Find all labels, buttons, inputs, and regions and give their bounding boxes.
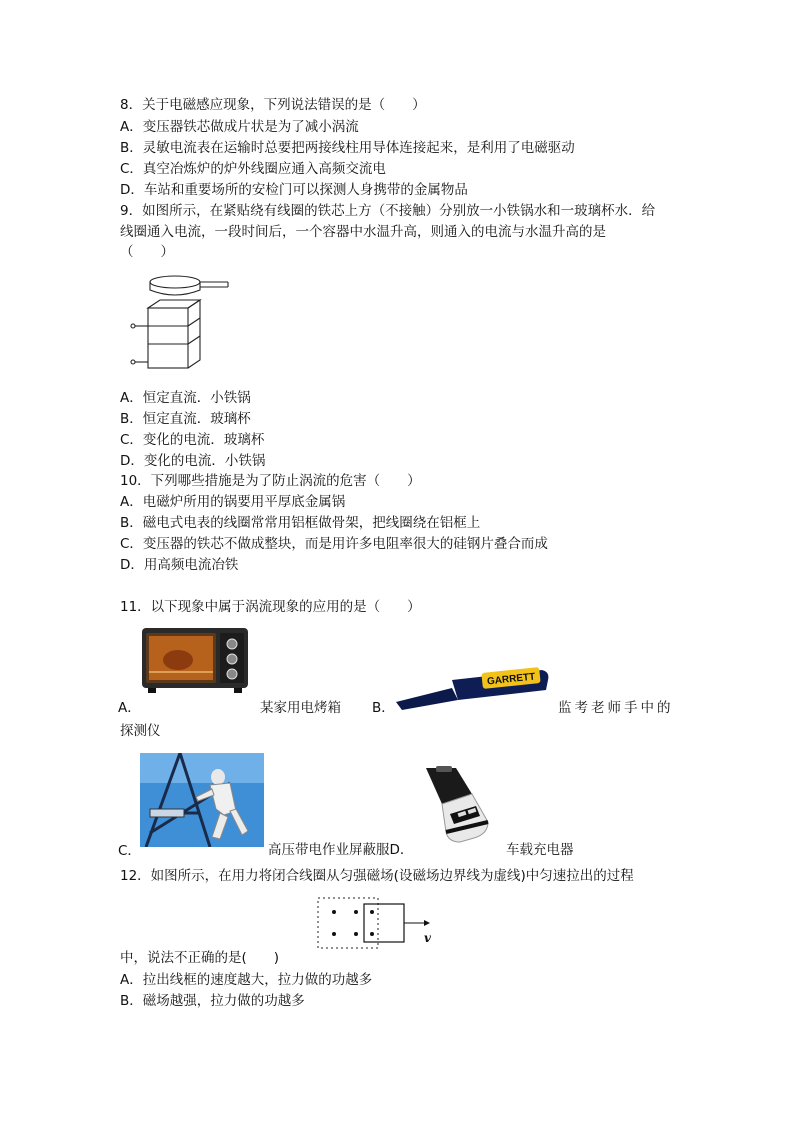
terminal-lower — [131, 360, 135, 364]
q12-option-b: B．磁场越强，拉力做的功越多 — [120, 993, 305, 1009]
q11-option-a-text: 某家用电烤箱 — [260, 700, 341, 716]
q8-stem: 8．关于电磁感应现象，下列说法错误的是（ ） — [120, 97, 426, 113]
roast-chicken — [163, 650, 193, 670]
metal-detector-wand-image — [392, 666, 552, 710]
velocity-label: v — [424, 931, 431, 945]
field-dots — [332, 910, 374, 936]
q11-option-a-label: A． — [118, 700, 141, 716]
q11-option-b-text: 监考老师手中的 — [558, 700, 674, 716]
terminal-upper — [131, 324, 135, 328]
q10-option-c: C．变压器的铁芯不做成整块，而是用许多电阻率很大的硅钢片叠合而成 — [120, 536, 548, 552]
q11-option-c-label: C． — [118, 843, 141, 859]
knob-2 — [227, 654, 237, 664]
knob-1 — [227, 639, 237, 649]
pan-rim — [150, 276, 200, 288]
wand-handle — [396, 688, 458, 710]
q8-option-b: B．灵敏电流表在运输时总要把两接线柱用导体连接起来，是利用了电磁驱动 — [120, 140, 575, 156]
core-front — [148, 308, 188, 368]
q11-option-b-text-cont: 探测仪 — [120, 723, 161, 739]
q9-option-c: C．变化的电流．玻璃杯 — [120, 432, 265, 448]
brand-label: GARRETT — [486, 671, 536, 688]
q9-stem-line1: 9．如图所示，在紧贴绕有线圈的铁芯上方（不接触）分别放一小铁锅水和一玻璃杯水．给 — [120, 203, 656, 219]
q10-stem: 10．下列哪些措施是为了防止涡流的危害（ ） — [120, 473, 421, 489]
q8-option-d: D．车站和重要场所的安检门可以探测人身携带的金属物品 — [120, 182, 468, 198]
q12-stem-cont: 中，说法不正确的是( ) — [120, 950, 280, 966]
q11-option-b-label: B． — [372, 700, 395, 716]
q9-option-a: A．恒定直流．小铁锅 — [120, 390, 251, 406]
core-top — [148, 300, 200, 308]
q11-option-c-text: 高压带电作业屏蔽服D． — [268, 842, 414, 858]
q9-option-d: D．变化的电流．小铁锅 — [120, 453, 266, 469]
field-boundary — [318, 898, 378, 948]
q10-option-d: D．用高频电流冶铁 — [120, 557, 239, 573]
q8-option-a: A．变压器铁芯做成片状是为了减小涡流 — [120, 119, 359, 135]
core-side — [188, 300, 200, 368]
q10-option-a: A．电磁炉所用的锅要用平厚底金属锅 — [120, 494, 346, 510]
coil-iron-core-figure — [128, 268, 238, 380]
loop-magnetic-field-figure — [312, 892, 442, 954]
q9-stem-line2: 线圈通入电流，一段时间后，一个容器中水温升高，则通入的电流与水温升高的是 — [120, 224, 606, 240]
q11-option-d-text: 车载充电器 — [506, 842, 574, 858]
q12-stem: 12．如图所示，在用力将闭合线圈从匀强磁场(设磁场边界线为虚线)中匀速拉出的过程 — [120, 868, 634, 884]
q9-option-b: B．恒定直流．玻璃杯 — [120, 411, 251, 427]
worker-head — [211, 769, 225, 785]
q12-option-a: A．拉出线框的速度越大，拉力做的功越多 — [120, 972, 373, 988]
knob-3 — [227, 669, 237, 679]
shielding-suit-worker-image — [140, 753, 264, 847]
q10-option-b: B．磁电式电表的线圈常常用铝框做骨架，把线圈绕在铝框上 — [120, 515, 481, 531]
q9-answer-paren: （ ） — [120, 244, 174, 260]
electric-oven-image — [140, 624, 250, 694]
q8-option-c: C．真空冶炼炉的炉外线圈应通入高频交流电 — [120, 161, 386, 177]
car-charger-image — [416, 764, 498, 846]
wire-loop — [364, 904, 404, 942]
q11-stem: 11．以下现象中属于涡流现象的应用的是（ ） — [120, 599, 421, 615]
